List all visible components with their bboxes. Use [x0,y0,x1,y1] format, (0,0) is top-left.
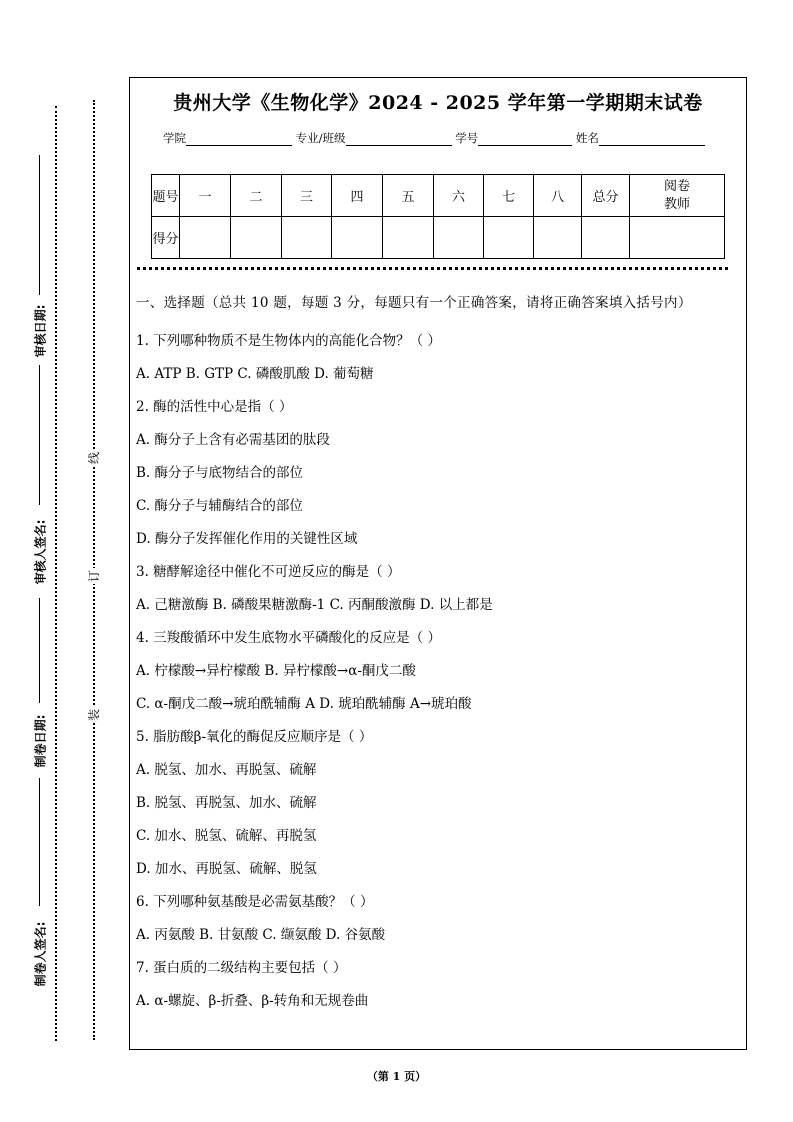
page-title: 贵州大学《生物化学》2024 - 2025 学年第一学期期末试卷 [173,92,703,114]
option-line: A. 酶分子上含有必需基团的肽段 [136,432,330,448]
page-number: （第 1 页） [366,1070,427,1083]
option-line: A. 脱氢、加水、再脱氢、硫解 [136,762,317,778]
option-line: A. 己糖激酶 B. 磷酸果糖激酶-1 C. 丙酮酸激酶 D. 以上都是 [136,597,493,613]
score-table-header-row [152,175,725,217]
score-cell[interactable] [484,217,534,259]
option-line: B. 酶分子与底物结合的部位 [136,465,304,481]
student-info-row [163,130,705,146]
score-label: 得分 [152,217,180,259]
col-header: 八 [534,175,582,217]
major-class-blank[interactable] [346,133,452,146]
col-header: 三 [282,175,332,217]
student-id-label: 学号 [455,131,479,145]
seal-char-xian: 线 [86,451,101,465]
question-line: 7. 蛋白质的二级结构主要包括（ ） [136,960,347,976]
grader-header: 阅卷教师 [630,175,725,217]
option-line: C. 酶分子与辅酶结合的部位 [136,498,303,514]
option-line: A. 柠檬酸→异柠檬酸 B. 异柠檬酸→α-酮戊二酸 [136,663,416,679]
score-table-score-row [152,217,725,259]
score-table [151,174,725,259]
score-cell[interactable] [534,217,582,259]
option-line: A. 丙氨酸 B. 甘氨酸 C. 缬氨酸 D. 谷氨酸 [136,927,386,943]
student-id-blank[interactable] [478,133,572,146]
name-label: 姓名 [575,131,599,145]
section-heading: 一、选择题（总共 10 题，每题 3 分，每题只有一个正确答案，请将正确答案填入括号内） [136,295,692,311]
score-cell[interactable] [434,217,484,259]
question-line: 1. 下列哪种物质不是生物体内的高能化合物？（ ） [136,333,441,349]
prep-date-line [39,598,40,703]
option-line: C. 加水、脱氢、硫解、再脱氢 [136,828,317,844]
question-line: 3. 糖酵解途径中催化不可逆反应的酶是（ ） [136,564,401,580]
preparer-signature-label: 制卷人签名: [33,921,48,987]
preparer-signature-line [39,778,40,906]
question-line: 5. 脂肪酸β-氧化的酶促反应顺序是（ ） [136,729,373,745]
prep-date-label: 制卷日期: [33,714,48,768]
name-blank[interactable] [599,133,705,146]
seal-dotted-line-outer [55,106,57,1041]
col-header: 七 [484,175,534,217]
college-blank[interactable] [186,133,292,146]
question-number-label: 题号 [152,175,180,217]
score-cell[interactable] [332,217,383,259]
exam-content [136,292,736,1018]
score-cell[interactable] [383,217,434,259]
col-header: 六 [434,175,484,217]
review-date-line [39,155,40,295]
question-line: 4. 三羧酸循环中发生底物水平磷酸化的反应是（ ） [136,630,441,646]
option-line: B. 脱氢、再脱氢、加水、硫解 [136,795,317,811]
review-date-label: 审核日期: [33,304,48,358]
seal-char-zhuang: 装 [86,708,101,722]
option-line: C. α-酮戊二酸→琥珀酰辅酶 A D. 琥珀酰辅酶 A→琥珀酸 [136,696,472,712]
reviewer-signature-line [39,365,40,505]
option-line: A. α-螺旋、β-折叠、β-转角和无规卷曲 [136,993,369,1009]
col-header: 二 [231,175,282,217]
question-line: 6. 下列哪种氨基酸是必需氨基酸？（ ） [136,894,374,910]
col-header: 四 [332,175,383,217]
score-cell[interactable] [231,217,282,259]
grader-cell[interactable] [630,217,725,259]
option-line: D. 酶分子发挥催化作用的关键性区域 [136,531,358,547]
total-score-header: 总分 [582,175,630,217]
dotted-separator [137,267,728,270]
question-line: 2. 酶的活性中心是指（ ） [136,399,293,415]
col-header: 一 [180,175,231,217]
college-label: 学院 [163,131,186,145]
seal-char-ding: 订 [86,569,101,583]
major-class-label: 专业/班级 [295,131,346,145]
exam-frame [129,77,747,1050]
option-line: A. ATP B. GTP C. 磷酸肌酸 D. 葡萄糖 [136,366,374,382]
total-score-cell[interactable] [582,217,630,259]
option-line: D. 加水、再脱氢、硫解、脱氢 [136,861,317,877]
score-cell[interactable] [180,217,231,259]
col-header: 五 [383,175,434,217]
score-cell[interactable] [282,217,332,259]
reviewer-signature-label: 审核人签名: [33,519,48,585]
